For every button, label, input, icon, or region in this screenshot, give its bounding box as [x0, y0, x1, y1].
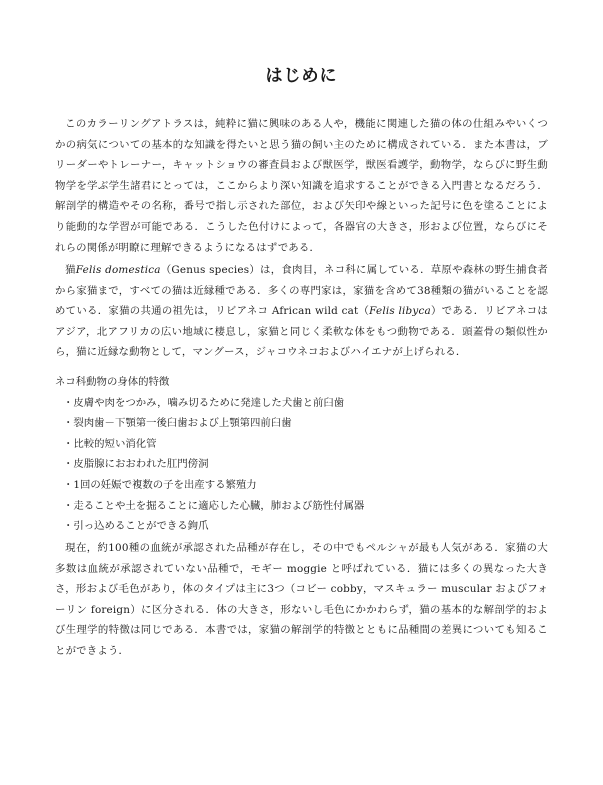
breeds-paragraph [55, 538, 548, 662]
feature-item: ・裂肉歯－下顎第一後臼歯および上顎第四前臼歯 [63, 417, 292, 430]
page-title: はじめに [265, 66, 338, 86]
scientific-name-felis-domestica: Felis domestica [75, 264, 161, 276]
breeds-paragraph-text: 現在，約100種の血統が承認された品種が存在し，その中でもペルシャが最も人気がある．家猫の大多数は血統が承認されていない品種で，モギー moggie と呼ばれている．猫には多くの異なった大きさ，形および毛色があり，体のタイプは主に3つ（コビー cobby，マスキュラー muscular およびフォーリン foreign）に区分される．体の大きさ，形ないし毛色にかかわらず，猫の基本的な解剖学的および生理学的特徴は同じである．本書では，家猫の解剖学的特徴とともに品種間の差異についても知ることができよう． [55, 542, 548, 657]
feature-item: ・皮膚や肉をつかみ，噛み切るために発達した犬歯と前臼歯 [63, 396, 345, 409]
taxonomy-text-3: ）である．リビアネコはアジア，北アフリカの広い地域に棲息し，家猫と同じく柔軟な体をもつ動物である．頭蓋骨の類似性から，猫に近縁な動物として，マングース，ジャコウネコおよびハイエナが上げられる． [55, 305, 548, 359]
taxonomy-text-2: （Genus species）は，食肉目，ネコ科に属している．草原や森林の野生捕食者から家猫まで，すべての猫は近縁種である．多くの専門家は，家猫を含めて38種類の猫がいることを認めている．家猫の共通の祖先は，リビアネコ African wild cat（ [55, 264, 549, 318]
feature-item: ・皮脂腺におおわれた肛門傍洞 [63, 458, 209, 471]
intro-paragraph [55, 114, 548, 258]
feature-item: ・引っ込めることができる鉤爪 [63, 520, 209, 533]
features-heading: ネコ科動物の身体的特徴 [55, 376, 170, 388]
taxonomy-text-1: 猫 [65, 264, 76, 276]
scientific-name-felis-libyca: Felis libyca [369, 305, 431, 318]
feature-item: ・走ることや土を掘ることに適応した心臓，肺および筋性付属器 [63, 499, 365, 512]
feature-item: ・1回の妊娠で複数の子を出産する繁殖力 [63, 478, 257, 491]
feature-item: ・比較的短い消化管 [63, 437, 157, 450]
intro-paragraph-text: このカラーリングアトラスは，純粋に猫に興味のある人や，機能に関連した猫の体の仕組みやいくつかの病気についての基本的な知識を得たいと思う猫の飼い主のために構成されている．また本書は，ブリーダーやトレーナー，キャットショウの審査員および獣医学，獣医看護学，動物学，ならびに野生動物学を学ぶ学生諸君にとっては，ここからより深い知識を追求することができる入門書となるだろう．解剖学的構造やその名称，番号で指し示された部位，および矢印や線といった記号に色を塗ることにより能動的な学習が可能である．こうした色付けによって，各器官の大きさ，形および位置，ならびにそれらの関係が明瞭に理解できるようになるはずである． [55, 118, 548, 254]
taxonomy-paragraph [55, 260, 548, 363]
features-list [63, 393, 364, 537]
